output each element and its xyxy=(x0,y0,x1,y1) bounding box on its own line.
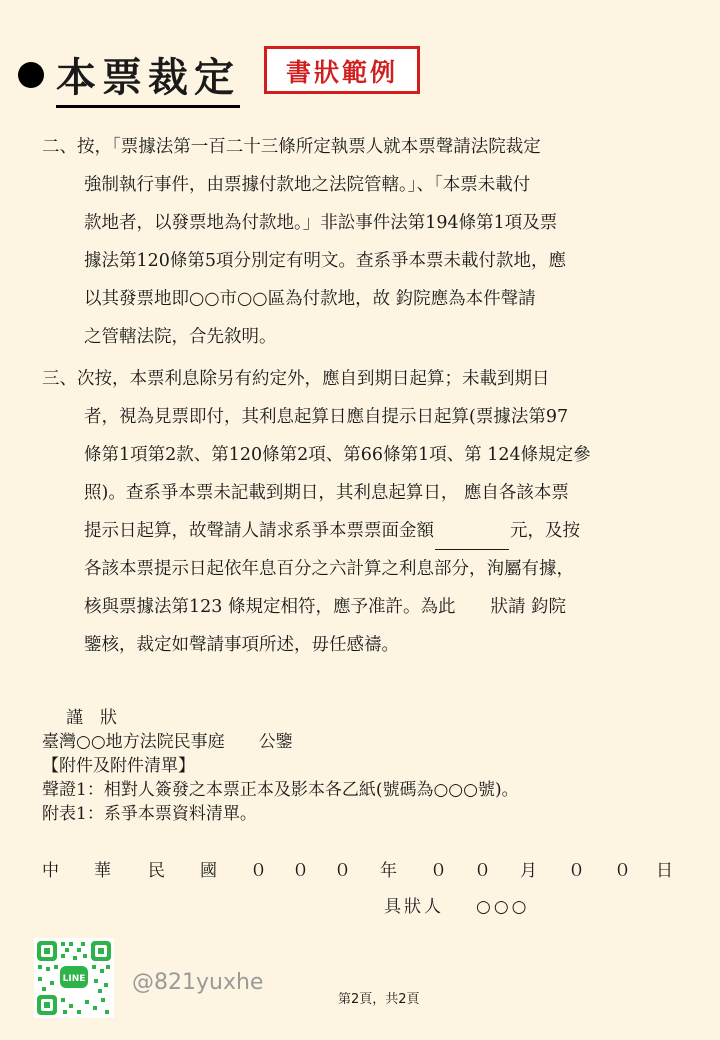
date-char: ０ xyxy=(292,861,309,881)
section-2-line: 款地者，以發票地為付款地。」非訟事件法第194條第1項及票 xyxy=(84,213,558,233)
section-3-line: 各該本票提示日起依年息百分之六計算之利息部分，洵屬有據， xyxy=(84,559,574,579)
amount-text-after: 元，及按 xyxy=(510,521,580,541)
section-3-line: 條第1項第2款、第120條第2項、第66條第1項、第 124條規定參 xyxy=(84,445,591,465)
section-2-line: 據法第120條第5項分別定有明文。查系爭本票未載付款地，應 xyxy=(84,251,567,271)
amount-text-before: 提示日起算，故聲請人請求系爭本票票面金額 xyxy=(84,521,434,541)
table-line: 附表1：系爭本票資料清單。 xyxy=(42,804,257,824)
date-char: 年 xyxy=(380,861,397,881)
date-char: ０ xyxy=(614,861,631,881)
date-char: 日 xyxy=(656,861,673,881)
amount-blank xyxy=(435,527,509,550)
section-3-line: 核與票據法第123 條規定相符，應予准許。為此 狀請 鈞院 xyxy=(84,597,567,617)
signer-name: ○○○ xyxy=(476,897,530,917)
section-3-line: 者，視為見票即付，其利息起算日應自提示日起算(票據法第97 xyxy=(84,407,569,427)
signer-line xyxy=(384,892,530,917)
section-3-line: 三、次按，本票利息除另有約定外，應自到期日起算；未載到期日 xyxy=(42,369,550,389)
date-char: 民 xyxy=(148,861,165,881)
date-char: 國 xyxy=(200,861,217,881)
court-line: 臺灣○○地方法院民事庭 公鑒 xyxy=(42,732,293,752)
date-char: ０ xyxy=(430,861,447,881)
section-3-line: 照)。查系爭本票未記載到期日，其利息起算日， 應自各該本票 xyxy=(84,483,569,503)
section-2-line: 強制執行事件，由票據付款地之法院管轄。」、「本票未載付 xyxy=(84,175,531,195)
section-2-line: 二、按，「票據法第一百二十三條所定執票人就本票聲請法院裁定 xyxy=(42,137,541,157)
date-char: ０ xyxy=(334,861,351,881)
line-handle: @821yuxhe xyxy=(132,970,264,995)
date-char: ０ xyxy=(474,861,491,881)
section-2-line: 以其發票地即○○市○○區為付款地，故 鈞院應為本件聲請 xyxy=(84,289,536,309)
attachments-title: 【附件及附件清單】 xyxy=(42,756,195,776)
signer-label: 具狀人 xyxy=(384,897,444,917)
sample-stamp: 書狀範例 xyxy=(264,46,420,94)
page-number: 第2頁，共2頁 xyxy=(338,992,420,1007)
qr-line-label: LINE xyxy=(62,974,86,984)
bullet-icon xyxy=(18,62,44,88)
line-qr-code[interactable] xyxy=(34,938,114,1018)
section-3 xyxy=(42,360,591,664)
date-char: ０ xyxy=(250,861,267,881)
section-3-amount-line xyxy=(42,512,591,550)
section-2-line: 之管轄法院，合先敘明。 xyxy=(84,327,277,347)
date-char: 華 xyxy=(94,861,111,881)
respect-line: 謹 狀 xyxy=(66,708,117,728)
date-row xyxy=(42,856,682,882)
date-char: 月 xyxy=(520,861,537,881)
closing-block xyxy=(42,706,519,826)
page-title: 本票裁定 xyxy=(56,46,240,108)
section-2 xyxy=(42,128,566,356)
evidence-line: 聲證1：相對人簽發之本票正本及影本各乙紙(號碼為○○○號)。 xyxy=(42,780,519,800)
date-char: ０ xyxy=(568,861,585,881)
section-3-line: 鑒核，裁定如聲請事項所述，毋任感禱。 xyxy=(84,635,399,655)
date-char: 中 xyxy=(42,861,59,881)
